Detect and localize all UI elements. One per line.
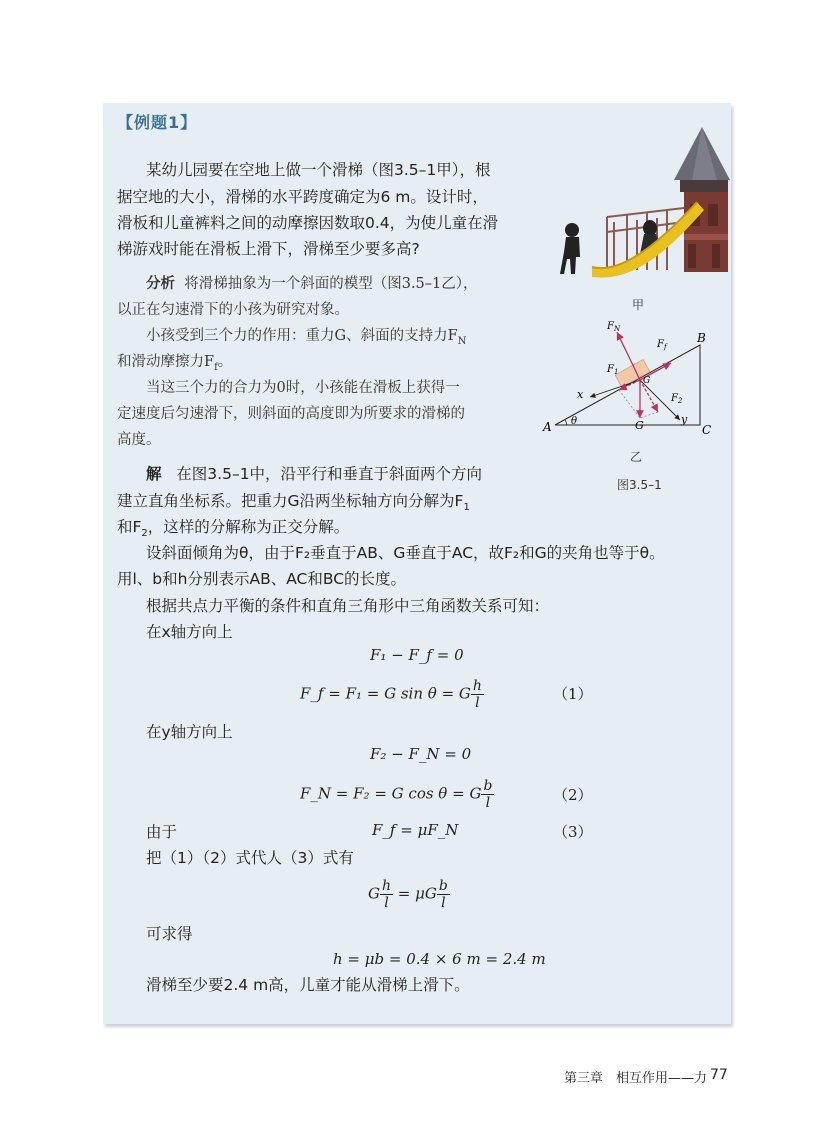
equation-x1: F₁ − F_f = 0 [370,646,464,664]
solution-line-8: 在y轴方向上 [146,723,233,741]
label-C: C [702,423,712,437]
solution-line-4: 设斜面倾角为θ，由于F₂垂直于AB、G垂直于AC，故F₂和G的夹角也等于θ。 [146,544,665,562]
label-G-bottom: G [635,419,644,432]
label-F2: F [671,393,678,404]
solution-line-1: 解 在图3.5–1中，沿平行和垂直于斜面两个方向 [146,465,483,483]
equation-tag-3: （3） [553,823,593,841]
solution-line-2: 建立直角坐标系。把重力G沿两坐标轴方向分解为$F_1$ [117,492,470,514]
label-F2-sub: 2 [677,397,683,405]
label-G-center: G [643,376,651,386]
analysis-line-2: 以正在匀速滑下的小孩为研究对象。 [117,302,349,318]
analysis-label: 分析 [146,276,175,292]
equation-5: h = μb = 0.4 × 6 m = 2.4 m [333,950,546,968]
solution-line-7: 在x轴方向上 [146,623,233,641]
equation-tag-2: （2） [553,786,593,804]
equation-y2: F_N = F₂ = G cos θ = G $\frac{b}{l}$ [300,778,493,811]
figure-label-jia: 甲 [632,298,645,312]
analysis-line-5: 当这三个力的合力为0时，小孩能在滑板上获得一 [146,380,460,396]
analysis-line-6: 定速度后匀速滑下，则斜面的高度即为所要求的滑梯的 [117,406,465,422]
label-F1: F [607,364,614,375]
solution-line-6: 根据共点力平衡的条件和直角三角形中三角函数关系可知： [146,597,550,615]
label-FN: F [607,321,614,332]
figure-caption: 图3.5–1 [617,478,662,492]
solution-line-5: 用l、b和h分别表示AB、AC和BC的长度。 [117,570,407,588]
equation-x2: F_f = F₁ = G sin θ = G $\frac{h}{l}$ [300,678,482,711]
incline-diagram [535,310,725,440]
problem-line-1: 某幼儿园要在空地上做一个滑梯（图3.5–1甲），根 [146,161,491,179]
svg-text:F1 [606,364,618,376]
equation-tag-1: （1） [553,685,593,703]
label-Ff-sub: f [663,343,667,351]
slide-photo [552,122,732,282]
analysis-line-4: 和滑动摩擦力$F_f$。 [117,354,233,373]
label-Ff: F [657,339,664,350]
label-y: y [681,413,688,426]
solution-line-9: 由于 [146,823,178,841]
analysis-line-3: 小孩受到三个力的作用：重力G、斜面的支持力$F_N$ [146,328,467,347]
label-B: B [697,331,706,345]
example-heading: 【例题1】 [117,113,198,132]
svg-text:F2 [670,393,683,405]
figure-label-yi: 乙 [630,450,643,464]
solution-line-11: 可求得 [146,925,193,943]
problem-line-3: 滑板和儿童裤料之间的动摩擦因数取0.4，为使儿童在滑 [117,214,499,232]
equation-3: F_f = μF_N [372,821,459,839]
solution-line-3: 和$F_2$，这样的分解称为正交分解。 [117,518,350,540]
label-A: A [543,420,552,434]
problem-line-2: 据空地的大小，滑梯的水平跨度确定为6 m。设计时， [117,188,488,206]
analysis-line-7: 高度。 [117,432,161,448]
equation-4: G $\frac{h}{l}$ = μG $\frac{b}{l}$ [368,878,448,911]
label-x: x [577,388,584,401]
label-F1-sub: 1 [613,368,619,376]
equation-y1: F₂ − F_N = 0 [370,745,472,763]
analysis-line-1: 分析 将滑梯抽象为一个斜面的模型（图3.5–1乙）， [146,276,478,292]
solution-line-10: 把（1）（2）式代人（3）式有 [146,849,354,867]
problem-line-4: 梯游戏时能在滑板上滑下，滑梯至少要多高? [117,240,420,258]
svg-text:Ff [656,339,668,351]
label-FN-sub: N [613,325,621,333]
solution-line-12: 滑梯至少要2.4 m高，儿童才能从滑梯上滑下。 [146,976,470,994]
label-theta: θ [571,416,578,427]
page-number: 77 [710,1067,728,1083]
svg-text:FN [606,321,621,333]
chapter-title: 第三章 相互作用——力 [564,1071,708,1086]
solution-label: 解 [146,465,162,483]
